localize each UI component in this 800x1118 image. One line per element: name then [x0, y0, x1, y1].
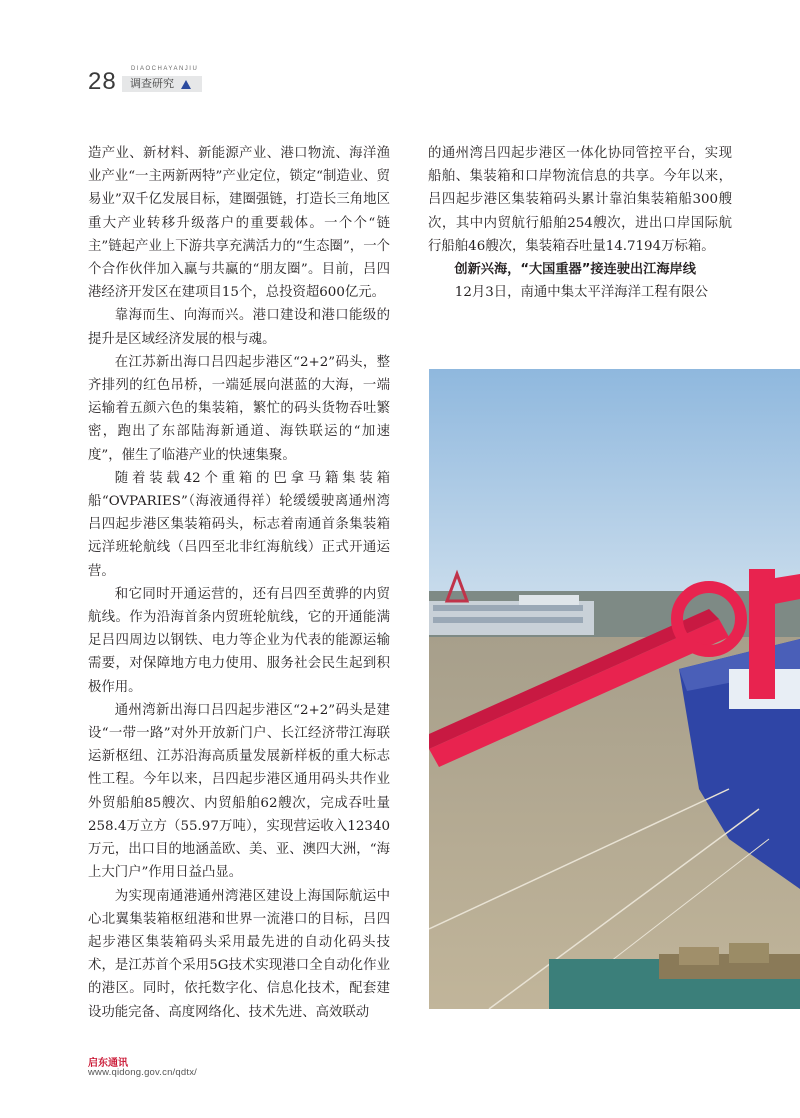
footer-url[interactable]: www.qidong.gov.cn/qdtx/	[88, 1067, 197, 1078]
section-label: 调查研究	[122, 76, 202, 92]
section-pinyin: DIAOCHAYANJIU	[131, 66, 199, 72]
right-column	[428, 142, 732, 304]
paragraph: 随着装载42个重箱的巴拿马籍集装箱船“OVPARIES”（海液通得祥）轮缓缓驶离通州湾吕四起步港区集装箱码头，标志着南通首条集装箱远洋班轮航线（吕四至北非红海航线）正式开通运营。	[88, 470, 390, 579]
sky	[429, 369, 800, 599]
left-column	[88, 142, 390, 1024]
paragraph: 12月3日，南通中集太平洋海洋工程有限公	[454, 285, 708, 301]
paragraph: 的通州湾吕四起步港区一体化协同管控平台，实现船舶、集装箱和口岸物流信息的共享。今年以来，吕四起步港区集装箱码头累计靠泊集装箱船300艘次，其中内贸航行船舶254艘次，进出口岸国际航行船舶46艘次，集装箱吞吐量14.7194万标箱。	[428, 146, 732, 254]
section-triangle-icon	[181, 80, 191, 89]
footer-brand: 启东通讯	[88, 1058, 128, 1069]
paragraph: 为实现南通港通州湾港区建设上海国际航运中心北翼集装箱枢纽港和世界一流港口的目标，吕四起步港区集装箱码头采用最先进的自动化码头技术，是江苏首个采用5G技术实现港口全自动化作业的港区。同时，依托数字化、信息化技术，配套建设功能完备、高度网络化、技术先进、高效联动	[88, 888, 390, 1020]
paragraph: 造产业、新材料、新能源产业、港口物流、海洋渔业产业“一主两新两特”产业定位，锁定“制造业、贸易业”双千亿发展目标，建圈强链，打造长三角地区重大产业转移升级落户的重要载体。一个个“链主”链起产业上下游共享充满活力的“生态圈”，一个个合作伙伴加入赢与共赢的“朋友圈”。目前，吕四港经济开发区在建项目15个，总投资超600亿元。	[88, 146, 390, 301]
port-ship-photo	[429, 369, 800, 1009]
paragraph: 靠海而生、向海而兴。港口建设和港口能级的提升是区域经济发展的根与魂。	[88, 308, 390, 347]
paragraph: 通州湾新出海口吕四起步港区“2+2”码头是建设“一带一路”对外开放新门户、长江经济带江海联运新枢纽、江苏沿海高质量发展新样板的重大标志性工程。今年以来，吕四起步港区通用码头共作业外贸船舶85艘次、内贸船舶62艘次，完成吞吐量258.4万立方（55.97万吨），实现营运收入12340万元，出口目的地涵盖欧、美、亚、澳四大洲，“海上大门户”作用日益凸显。	[88, 702, 390, 881]
subheading: 创新兴海，“大国重器”接连驶出江海岸线	[454, 262, 696, 278]
paragraph: 和它同时开通运营的，还有吕四至黄骅的内贸航线。作为沿海首条内贸班轮航线，它的开通能满足吕四周边以钢铁、电力等企业为代表的能源运输需要，对保障地方电力使用、服务社会民生起到积极作用。	[88, 586, 390, 695]
paragraph: 在江苏新出海口吕四起步港区“2+2”码头，整齐排列的红色吊桥，一端延展向湛蓝的大海，一端运输着五颜六色的集装箱，繁忙的码头货物吞吐繁密，跑出了东部陆海新通道、海铁联运的“加速度”，催生了临港产业的快速集聚。	[88, 354, 390, 463]
page-number: 28	[88, 68, 117, 95]
